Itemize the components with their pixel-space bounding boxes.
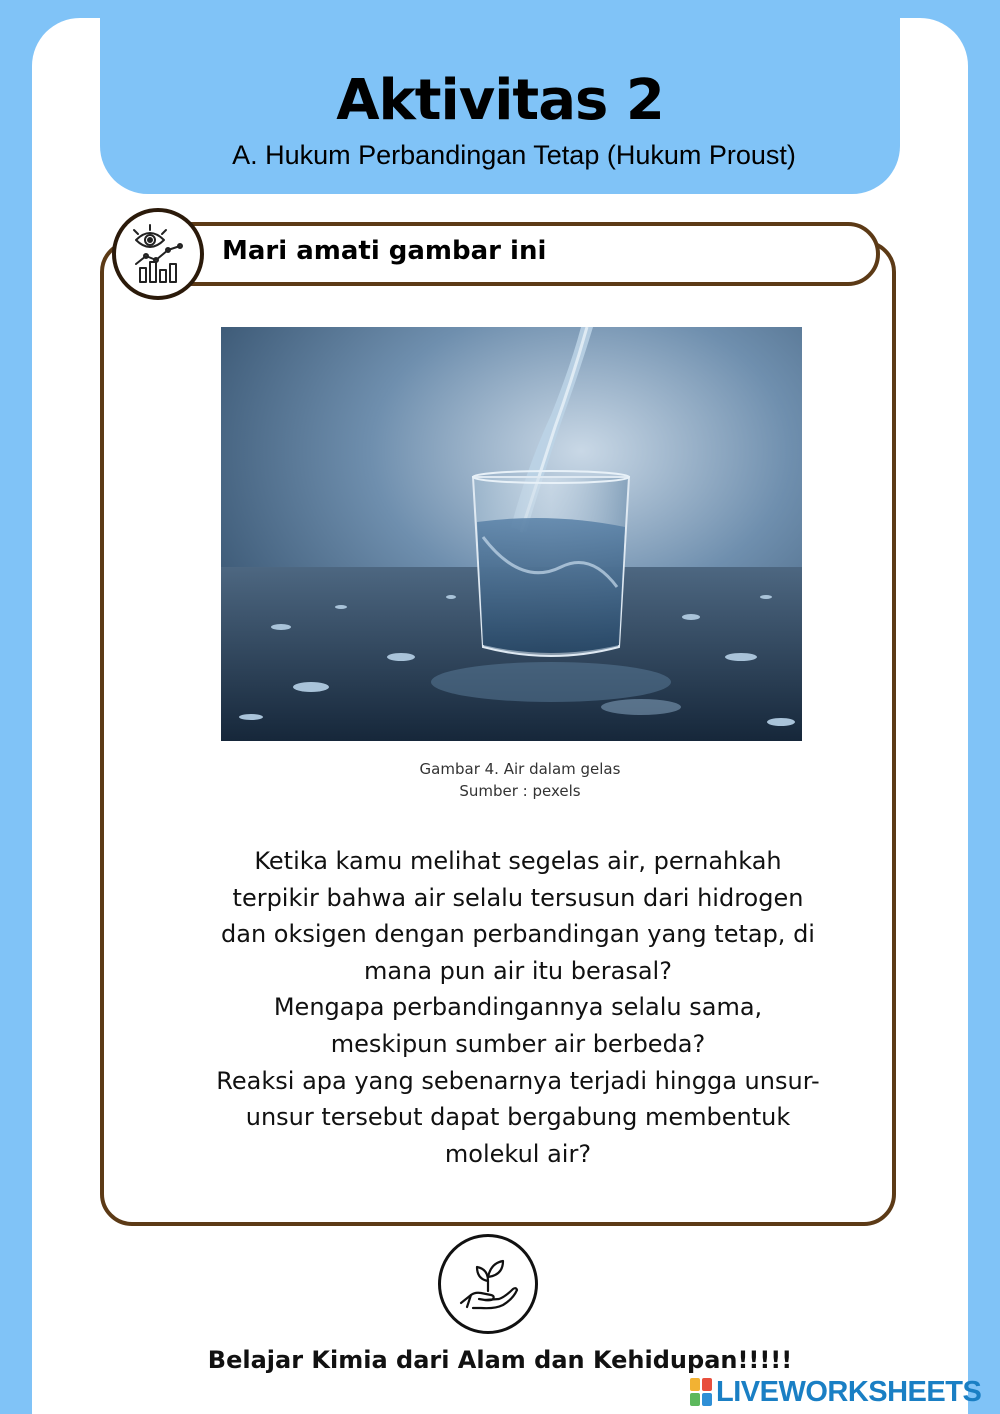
question-line: Ketika kamu melihat segelas air, pernahkah <box>254 847 782 875</box>
question-line: Reaksi apa yang sebenarnya terjadi hingga unsur- <box>216 1066 820 1095</box>
logo-text: LIVEWORKSHEETS <box>716 1375 982 1408</box>
question-line: molekul air? <box>444 1139 592 1168</box>
question-line: mana pun air itu berasal? <box>364 956 672 985</box>
section-banner <box>148 222 880 286</box>
page-title: Aktivitas 2 <box>336 68 664 133</box>
footer-slogan: Belajar Kimia dari Alam dan Kehidupan!!!!! <box>207 1346 793 1374</box>
question-line: terpikir bahwa air selalu tersusun dari hidrogen <box>232 883 804 912</box>
eye-chart-icon <box>112 208 204 300</box>
question-line: dan oksigen dengan perbandingan yang tetap, di <box>221 920 815 949</box>
figure-caption-source: Sumber : pexels <box>459 782 581 800</box>
figure-caption <box>320 758 720 802</box>
water-glass-photo <box>221 327 802 741</box>
question-line: meskipun sumber air berbeda? <box>330 1029 706 1058</box>
liveworksheets-logo[interactable] <box>690 1376 981 1408</box>
question-text <box>192 843 844 1172</box>
section-banner-label: Mari amati gambar ini <box>222 236 547 266</box>
figure-caption-title: Gambar 4. Air dalam gelas <box>419 760 621 778</box>
question-line: Mengapa perbandingannya selalu sama, <box>273 993 763 1022</box>
page-subtitle: A. Hukum Perbandingan Tetap (Hukum Proust) <box>232 140 796 170</box>
logo-blocks-icon <box>690 1378 712 1406</box>
question-line: unsur tersebut dapat bergabung membentuk <box>245 1103 791 1132</box>
header-panel <box>100 18 900 194</box>
hand-plant-icon <box>438 1234 538 1334</box>
